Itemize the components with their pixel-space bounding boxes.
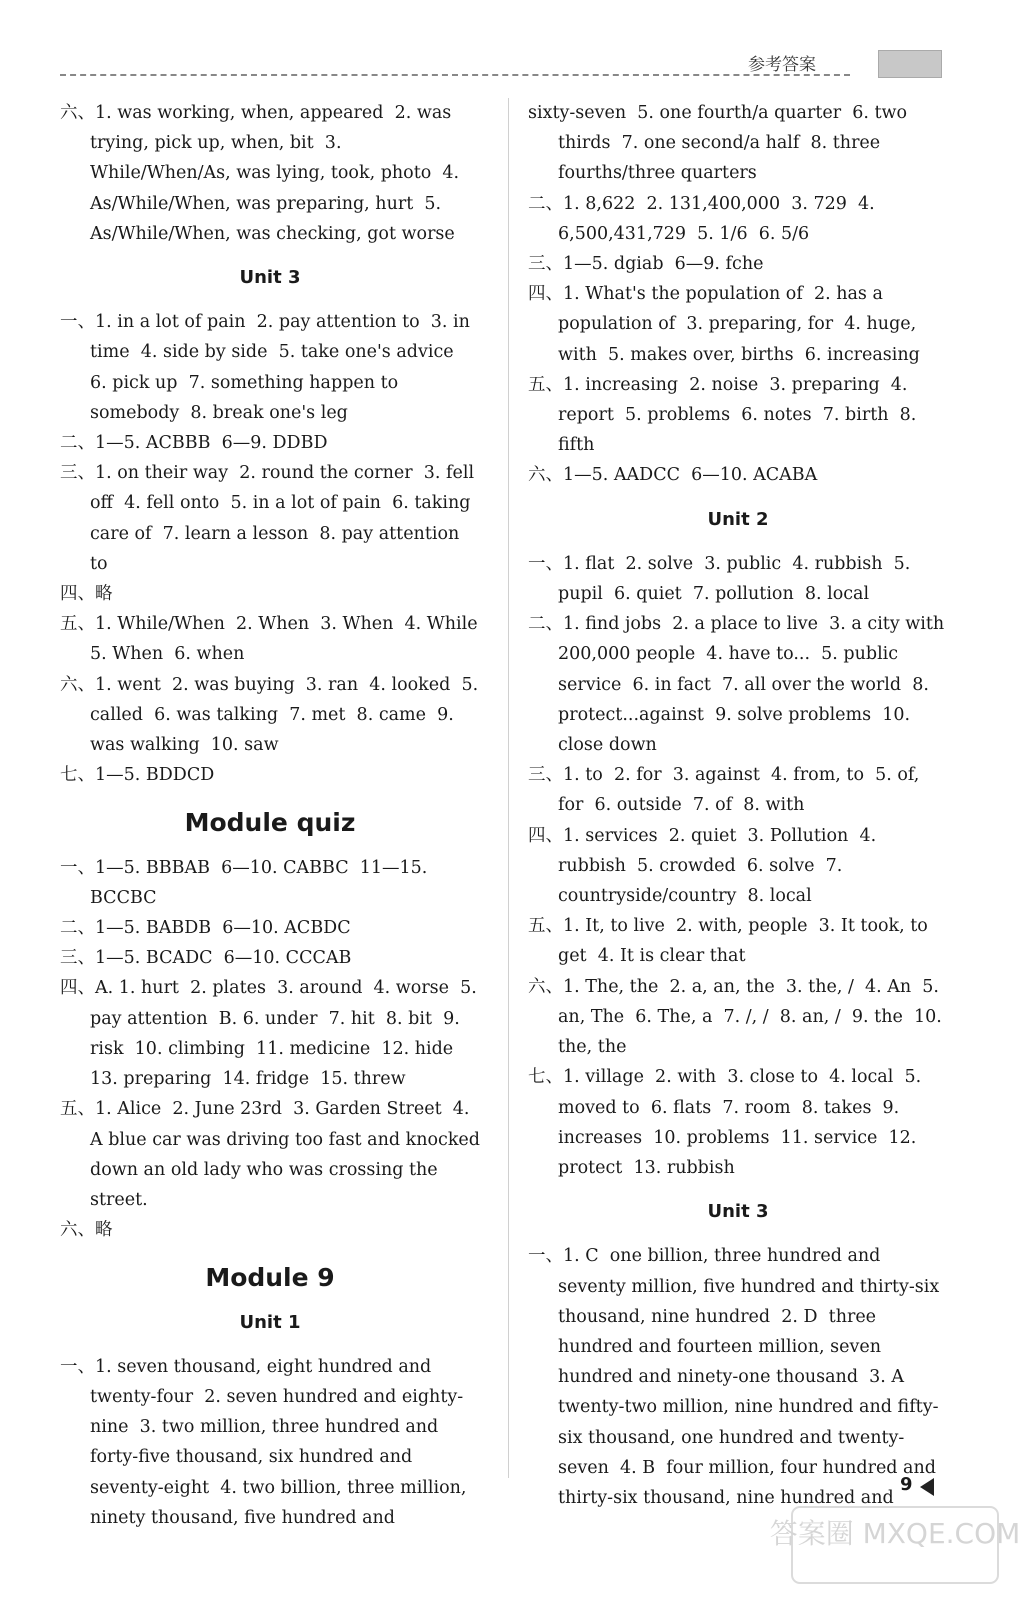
answer-entry: 五、1. It, to live 2. with, people 3. It took, to get 4. It is clear that [528, 916, 934, 967]
answer-entry: 二、1. find jobs 2. a place to live 3. a city with 200,000 people 4. have to... 5. public service 6. in fact 7. all over the world 8. protect...against 9. solve problems 10. close down [528, 614, 950, 756]
answer-entry: 三、1. on their way 2. round the corner 3. fell off 4. fell onto 5. in a lot of pain 6. taking care of 7. learn a lesson 8. pay attention to [60, 463, 480, 574]
answer-entry: 一、1. C one billion, three hundred and seventy million, five hundred and thirty-six thousand, nine hundred 2. D three hundred and fourteen million, seven hundred and ninety-one thousand 3. A twenty-two million, nine hundred and fifty-six thousand, one hundred and twenty-seven 4. B four million, four hundred and thirty-six thousand, nine hundred and [528, 1246, 945, 1508]
answer-entry: 一、1. in a lot of pain 2. pay attention to 3. in time 4. side by side 5. take one's advice 6. pick up 7. something happen to somebody 8. break one's leg [60, 312, 476, 423]
answer-entry: 三、1. to 2. for 3. against 4. from, to 5. of, for 6. outside 7. of 8. with [528, 765, 925, 816]
answer-entry: 四、1. services 2. quiet 3. Pollution 4. rubbish 5. crowded 6. solve 7. countryside/country 8. local [528, 825, 882, 907]
answer-entry: 四、略 [60, 584, 113, 605]
answer-entry: 四、1. What's the population of 2. has a population of 3. preparing, for 4. huge, with 5. makes over, births 6. increasing [528, 284, 922, 365]
answer-entry: 七、1—5. BDDCD [60, 765, 215, 786]
right-column [528, 98, 948, 1513]
answer-entry: 二、1—5. BABDB 6—10. ACBDC [60, 918, 351, 939]
answer-entry: 六、1. was working, when, appeared 2. was trying, pick up, when, bit 3. While/When/As, was lying, took, photo 4. As/While/When, was preparing, hurt 5. As/While/When, was checking, got worse [60, 103, 465, 244]
answer-entry: 一、1—5. BBBAB 6—10. CABBC 11—15. BCCBC [60, 857, 433, 908]
answer-entry: 一、1. flat 2. solve 3. public 4. rubbish 5. pupil 6. quiet 7. pollution 8. local [528, 553, 916, 605]
header-title: 参考答案 [748, 55, 816, 75]
watermark-text: 答案圈 MXQE.COM [769, 1517, 1021, 1550]
answer-entry: 五、1. increasing 2. noise 3. preparing 4. report 5. problems 6. notes 7. birth 8. fifth [528, 374, 922, 456]
answer-entry: 一、1. seven thousand, eight hundred and twenty-four 2. seven hundred and eighty-nine 3. two million, three hundred and forty-five thousand, six hundred and seventy-eight 4. two billion, three million, ninety thousand, five hundred and [60, 1356, 473, 1528]
page-number: 9 [900, 1474, 913, 1495]
answer-entry: 二、1. 8,622 2. 131,400,000 3. 729 4. 6,500,431,729 5. 1/6 6. 5/6 [528, 193, 881, 244]
answer-entry: 三、1—5. BCADC 6—10. CCCAB [60, 948, 352, 969]
unit-heading: Unit 3 [239, 267, 301, 289]
answer-entry: 三、1—5. dgiab 6—9. fche [528, 254, 764, 275]
page-arrow-icon [920, 1478, 934, 1496]
module-heading: Module quiz [184, 808, 356, 838]
answer-entry: 五、1. Alice 2. June 23rd 3. Garden Street 4. A blue car was driving too fast and knocked down an old lady who was crossing the street. [60, 1099, 486, 1210]
answer-entry: 二、1—5. ACBBB 6—9. DDBD [60, 433, 328, 454]
answer-entry: 六、1. went 2. was buying 3. ran 4. looked 5. called 6. was talking 7. met 8. came 9. was walking 10. saw [60, 674, 484, 756]
answer-entry: 六、略 [60, 1220, 113, 1241]
module-heading: Module 9 [205, 1263, 335, 1293]
header-decoration [878, 50, 942, 78]
unit-heading: Unit 3 [707, 1201, 769, 1223]
answer-entry: 四、A. 1. hurt 2. plates 3. around 4. worse 5. pay attention B. 6. under 7. hit 8. bit 9. risk 10. climbing 11. medicine 12. hide 13. preparing 14. fridge 15. threw [60, 978, 483, 1090]
watermark-logo [769, 1505, 1021, 1585]
answer-entry: sixty-seven 5. one fourth/a quarter 6. two thirds 7. one second/a half 8. three fourths/three quarters [528, 103, 913, 184]
column-divider [508, 98, 509, 1478]
unit-heading: Unit 2 [707, 508, 769, 530]
header-divider [60, 74, 850, 76]
answer-entry: 六、1—5. AADCC 6—10. ACABA [528, 465, 818, 486]
left-column [60, 98, 489, 1533]
answer-entry: 七、1. village 2. with 3. close to 4. local 5. moved to 6. flats 7. room 8. takes 9. increases 10. problems 11. service 12. protect 13. rubbish [528, 1067, 927, 1178]
answer-entry: 五、1. While/When 2. When 3. When 4. While 5. When 6. when [60, 614, 489, 665]
unit-heading: Unit 1 [239, 1311, 301, 1333]
answer-entry: 六、1. The, the 2. a, an, the 3. the, / 4. An 5. an, The 6. The, a 7. /, / 8. an, / 9. the 10. the, the [528, 976, 948, 1058]
